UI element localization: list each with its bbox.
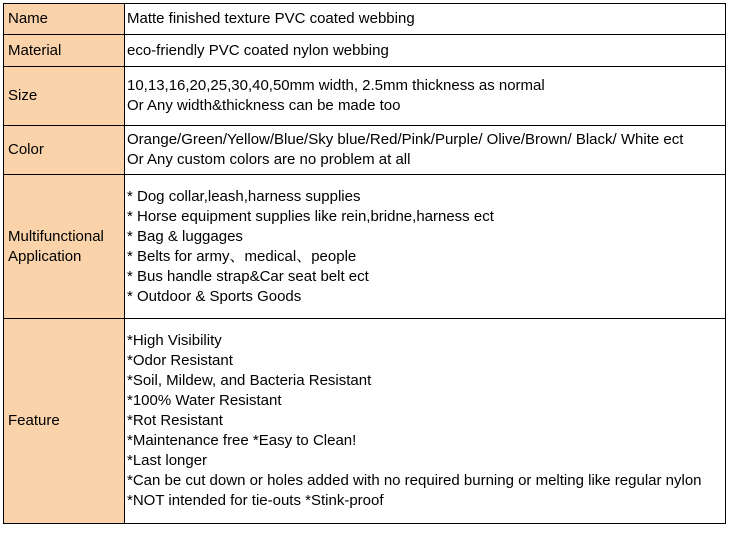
value-line: * Bus handle strap&Car seat belt ect	[127, 267, 369, 285]
table-row-size	[4, 67, 726, 126]
value-line: * Dog collar,leash,harness supplies	[127, 187, 361, 205]
row-label-material: Material	[4, 35, 125, 67]
label-line: Multifunctional	[8, 227, 104, 245]
row-value-size	[125, 67, 726, 126]
value-line: Matte finished texture PVC coated webbing	[127, 10, 415, 27]
value-line: *Can be cut down or holes added with no required burning or melting like regular nylon	[127, 472, 702, 489]
row-value-feature	[125, 319, 726, 524]
table-row-feature	[4, 319, 726, 524]
row-label-color: Color	[4, 126, 125, 175]
value-line: Or Any width&thickness can be made too	[127, 97, 401, 114]
value-line: *Rot Resistant	[127, 412, 223, 429]
row-value-material	[125, 35, 726, 67]
row-value-name	[125, 4, 726, 35]
table-row-color	[4, 126, 726, 175]
value-line: eco-friendly PVC coated nylon webbing	[127, 41, 389, 59]
spec-table	[3, 3, 726, 524]
value-line: *100% Water Resistant	[127, 392, 282, 409]
table-row-application	[4, 175, 726, 319]
label-line: Application	[8, 247, 82, 265]
value-line: * Belts for army、medical、people	[127, 247, 357, 265]
table-row-material	[4, 35, 726, 67]
value-line: * Horse equipment supplies like rein,bridne,harness ect	[127, 207, 494, 225]
value-line: *Odor Resistant	[127, 352, 233, 369]
row-label-name: Name	[4, 4, 125, 35]
value-line: *Maintenance free *Easy to Clean!	[127, 432, 357, 449]
table-row-name	[4, 4, 726, 35]
value-line: 10,13,16,20,25,30,40,50mm width, 2.5mm thickness as normal	[127, 77, 545, 94]
row-label-size: Size	[4, 67, 125, 126]
value-line: *Last longer	[127, 452, 208, 469]
value-line: *NOT intended for tie-outs *Stink-proof	[127, 492, 384, 509]
value-line: Orange/Green/Yellow/Blue/Sky blue/Red/Pink/Purple/ Olive/Brown/ Black/ White ect	[127, 131, 684, 148]
row-label-feature: Feature	[4, 319, 125, 524]
row-value-color	[125, 126, 726, 175]
value-line: *Soil, Mildew, and Bacteria Resistant	[127, 372, 372, 389]
value-line: * Bag & luggages	[127, 227, 243, 245]
value-line: * Outdoor & Sports Goods	[127, 287, 302, 305]
row-label-application	[4, 175, 125, 319]
row-value-application	[125, 175, 726, 319]
value-line: *High Visibility	[127, 332, 222, 349]
value-line: Or Any custom colors are no problem at all	[127, 151, 411, 168]
